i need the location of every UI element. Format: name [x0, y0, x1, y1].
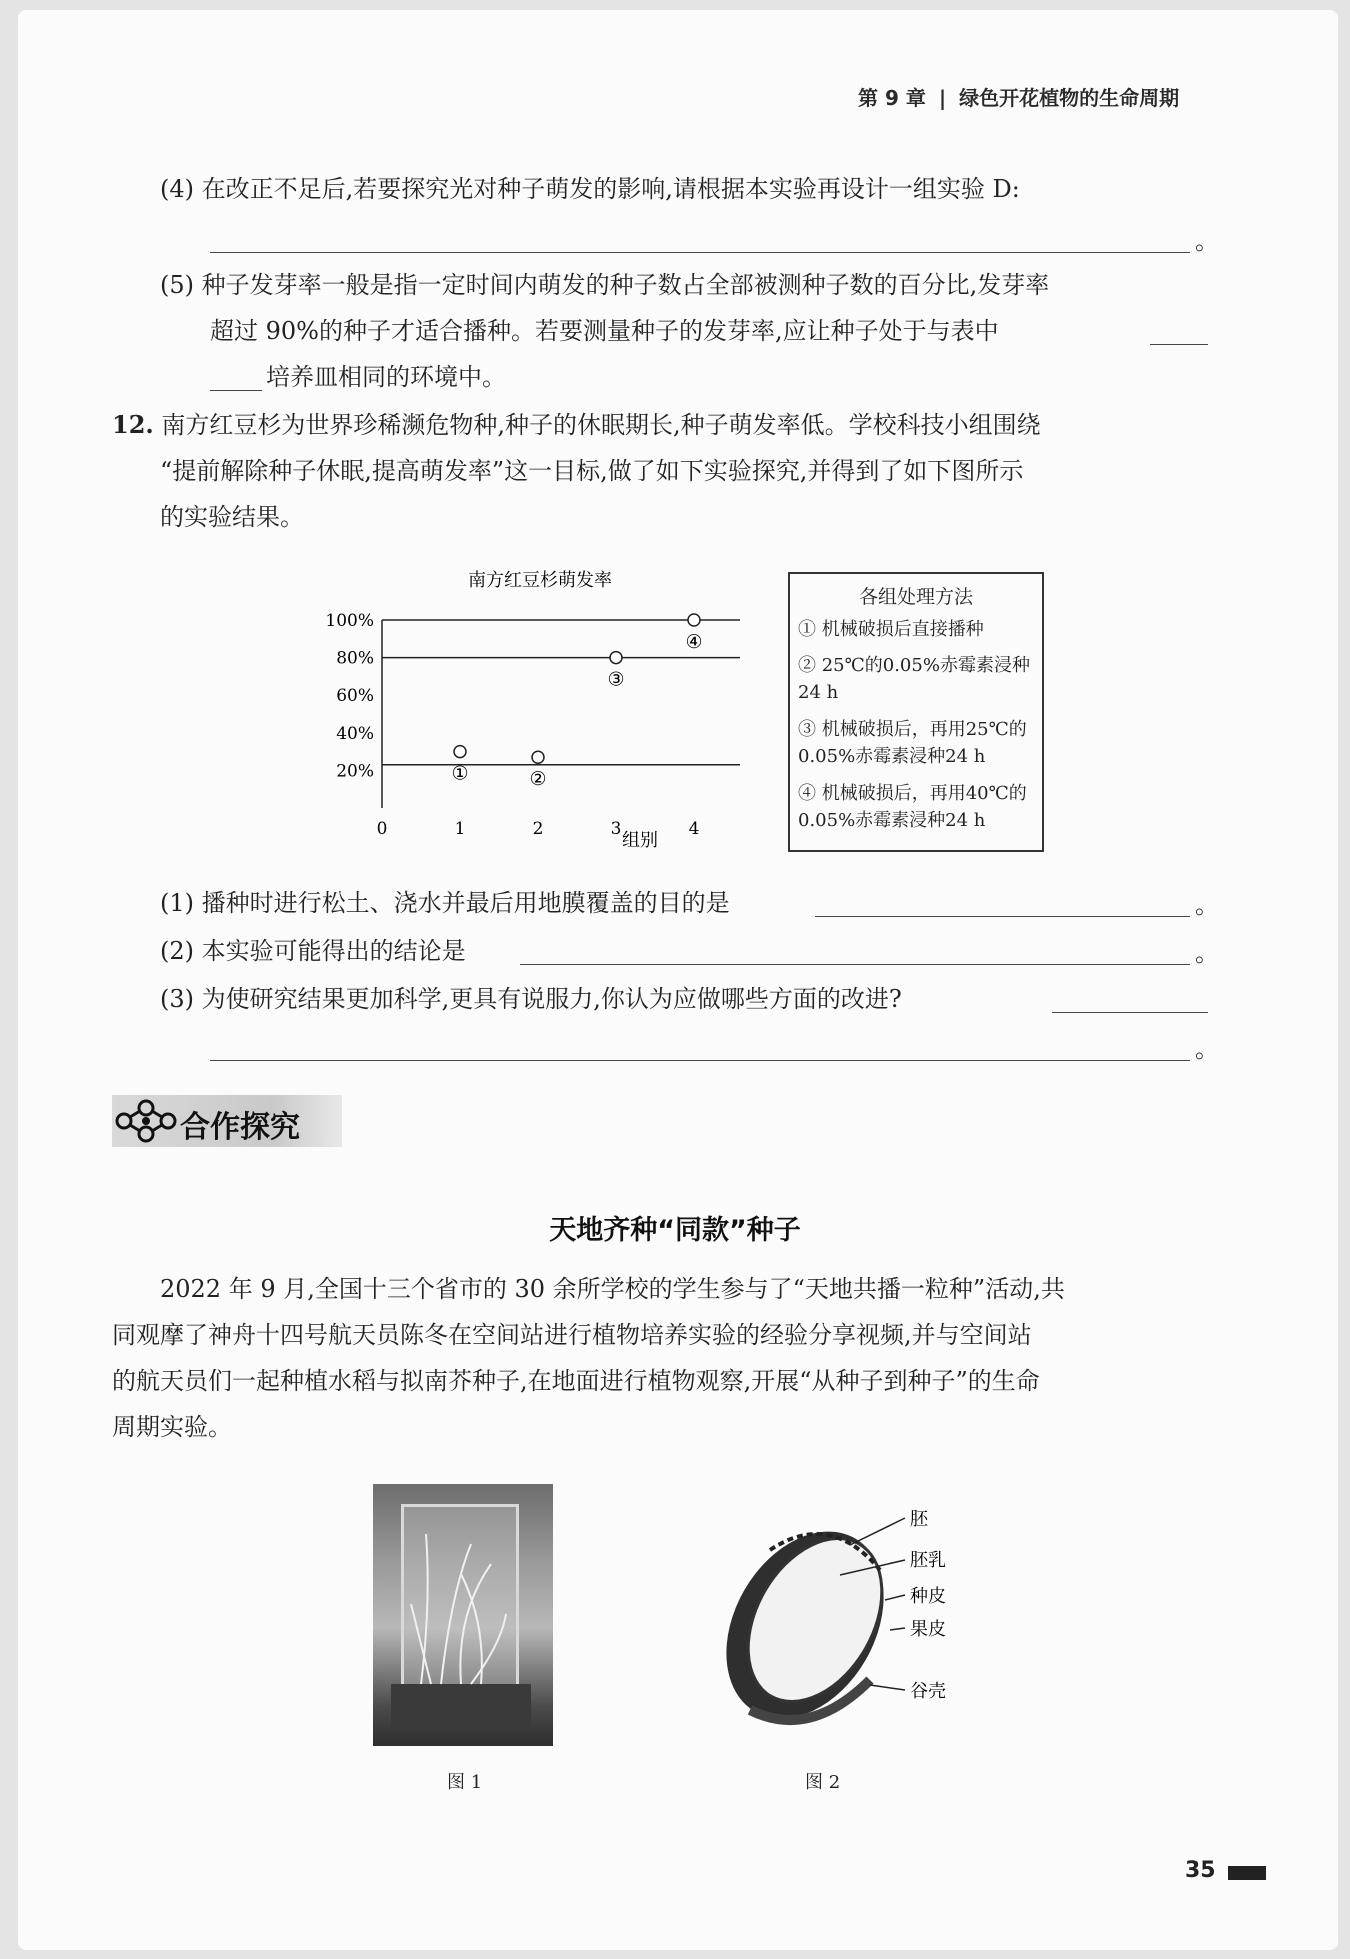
- page-number: 35: [1185, 1858, 1216, 1883]
- data-point: [532, 751, 544, 763]
- legend-item: ① 机械破损后直接播种: [798, 619, 984, 640]
- legend-title: 各组处理方法: [858, 586, 973, 608]
- q11-part4: (4) 在改正不足后,若要探究光对种子萌发的影响,请根据本实验再设计一组实验 D:: [160, 175, 1020, 203]
- q12-sub1-end: 。: [1195, 891, 1219, 919]
- plant-leaves: [401, 1504, 513, 1694]
- q11-part5-line2: 超过 90%的种子才适合播种。若要测量种子的发芽率,应让种子处于与表中: [210, 317, 999, 345]
- article-line: 周期实验。: [112, 1413, 232, 1441]
- q12-sub3-answer-line-a[interactable]: [1052, 1012, 1208, 1013]
- article-line: 同观摩了神舟十四号航天员陈冬在空间站进行植物培养实验的经验分享视频,并与空间站: [112, 1321, 1032, 1349]
- molecule-icon: [110, 1096, 180, 1146]
- page-number-bar: [1228, 1866, 1266, 1880]
- q11-part5-line1: (5) 种子发芽率一般是指一定时间内萌发的种子数占全部被测种子数的百分比,发芽率: [160, 271, 1050, 299]
- q12-number: 12.: [112, 410, 154, 439]
- y-tick-label: 100%: [325, 611, 374, 631]
- x-tick-label: 4: [688, 819, 700, 839]
- q12-sub3-end: 。: [1195, 1035, 1219, 1063]
- article-paragraph: [112, 1266, 1210, 1312]
- data-point: [454, 746, 466, 758]
- q11-part5-line3: 培养皿相同的环境中。: [266, 363, 506, 391]
- seed-label: 胚: [910, 1509, 928, 1530]
- data-point-label: ①: [451, 762, 469, 785]
- x-tick-label: 2: [532, 819, 544, 839]
- y-tick-label: 80%: [336, 648, 374, 669]
- chapter-number: 第 9 章: [858, 86, 926, 110]
- chapter-title: 绿色开花植物的生命周期: [959, 86, 1180, 110]
- chart-x-label: 组别: [622, 830, 658, 851]
- legend-item: ② 25℃的0.05%赤霉素浸种24 h: [798, 655, 1030, 703]
- chapter-header: [858, 82, 1179, 111]
- q12-line2: “提前解除种子休眠,提高萌发率”这一目标,做了如下实验探究,并得到了如下图所示: [160, 457, 1024, 485]
- q12-sub3: (3) 为使研究结果更加科学,更具有说服力,你认为应做哪些方面的改进?: [160, 985, 902, 1013]
- q12-line1: [112, 408, 1041, 442]
- q12-sub2: (2) 本实验可能得出的结论是: [160, 937, 466, 965]
- data-point: [688, 614, 700, 626]
- header-separator: |: [938, 86, 947, 110]
- q11-part4-answer-line[interactable]: [210, 252, 1190, 253]
- seed-label: 谷壳: [910, 1681, 946, 1702]
- figure1-photo: [373, 1484, 553, 1746]
- treatment-legend: [788, 572, 1044, 852]
- q12-line3: 的实验结果。: [160, 503, 304, 531]
- seed-label: 种皮: [910, 1586, 946, 1607]
- legend-item: ③ 机械破损后，再用25℃的0.05%赤霉素浸种24 h: [798, 719, 1027, 767]
- data-point: [610, 652, 622, 664]
- x-tick-label: 0: [376, 819, 388, 839]
- chart-points: [451, 614, 702, 790]
- data-point-label: ④: [685, 631, 703, 653]
- q11-part5-blank-a[interactable]: [1150, 344, 1208, 345]
- chart-y-ticks: [325, 611, 374, 781]
- y-tick-label: 60%: [336, 686, 374, 707]
- x-tick-label: 3: [610, 819, 622, 839]
- article-line: 2022 年 9 月,全国十三个省市的 30 余所学校的学生参与了“天地共播一粒种”活动,共: [160, 1275, 1065, 1303]
- figure2-caption: 图 2: [805, 1772, 841, 1793]
- article-title: 天地齐种“同款”种子: [549, 1215, 801, 1246]
- y-tick-label: 40%: [336, 723, 374, 744]
- data-point-label: ③: [607, 668, 625, 691]
- x-tick-label: 1: [454, 819, 466, 839]
- q12-sub3-answer-line-b[interactable]: [210, 1060, 1190, 1061]
- q12-text-1: 南方红豆杉为世界珍稀濒危物种,种子的休眠期长,种子萌发率低。学校科技小组围绕: [161, 411, 1041, 439]
- seed-label: 果皮: [910, 1619, 946, 1640]
- q12-sub1-answer-line[interactable]: [815, 916, 1190, 917]
- seed-label: 胚乳: [910, 1550, 946, 1571]
- q12-sub2-end: 。: [1195, 939, 1219, 967]
- chart-title: 南方红豆杉萌发率: [468, 570, 612, 591]
- data-point-label: ②: [529, 768, 547, 791]
- legend-item: ④ 机械破损后，再用40℃的0.05%赤霉素浸种24 h: [798, 783, 1027, 831]
- rice-seed-diagram: [690, 1500, 990, 1750]
- section-title: 合作探究: [180, 1110, 300, 1145]
- figure1-caption: 图 1: [447, 1772, 483, 1793]
- germination-chart: [310, 560, 750, 860]
- article-line: 的航天员们一起种植水稻与拟南芥种子,在地面进行植物观察,开展“从种子到种子”的生命: [112, 1367, 1040, 1395]
- y-tick-label: 20%: [336, 761, 374, 782]
- q12-sub2-answer-line[interactable]: [520, 964, 1190, 965]
- q12-sub1: (1) 播种时进行松土、浇水并最后用地膜覆盖的目的是: [160, 889, 730, 917]
- q11-part4-end: 。: [1195, 227, 1219, 255]
- q11-part5-blank-b[interactable]: [210, 390, 262, 391]
